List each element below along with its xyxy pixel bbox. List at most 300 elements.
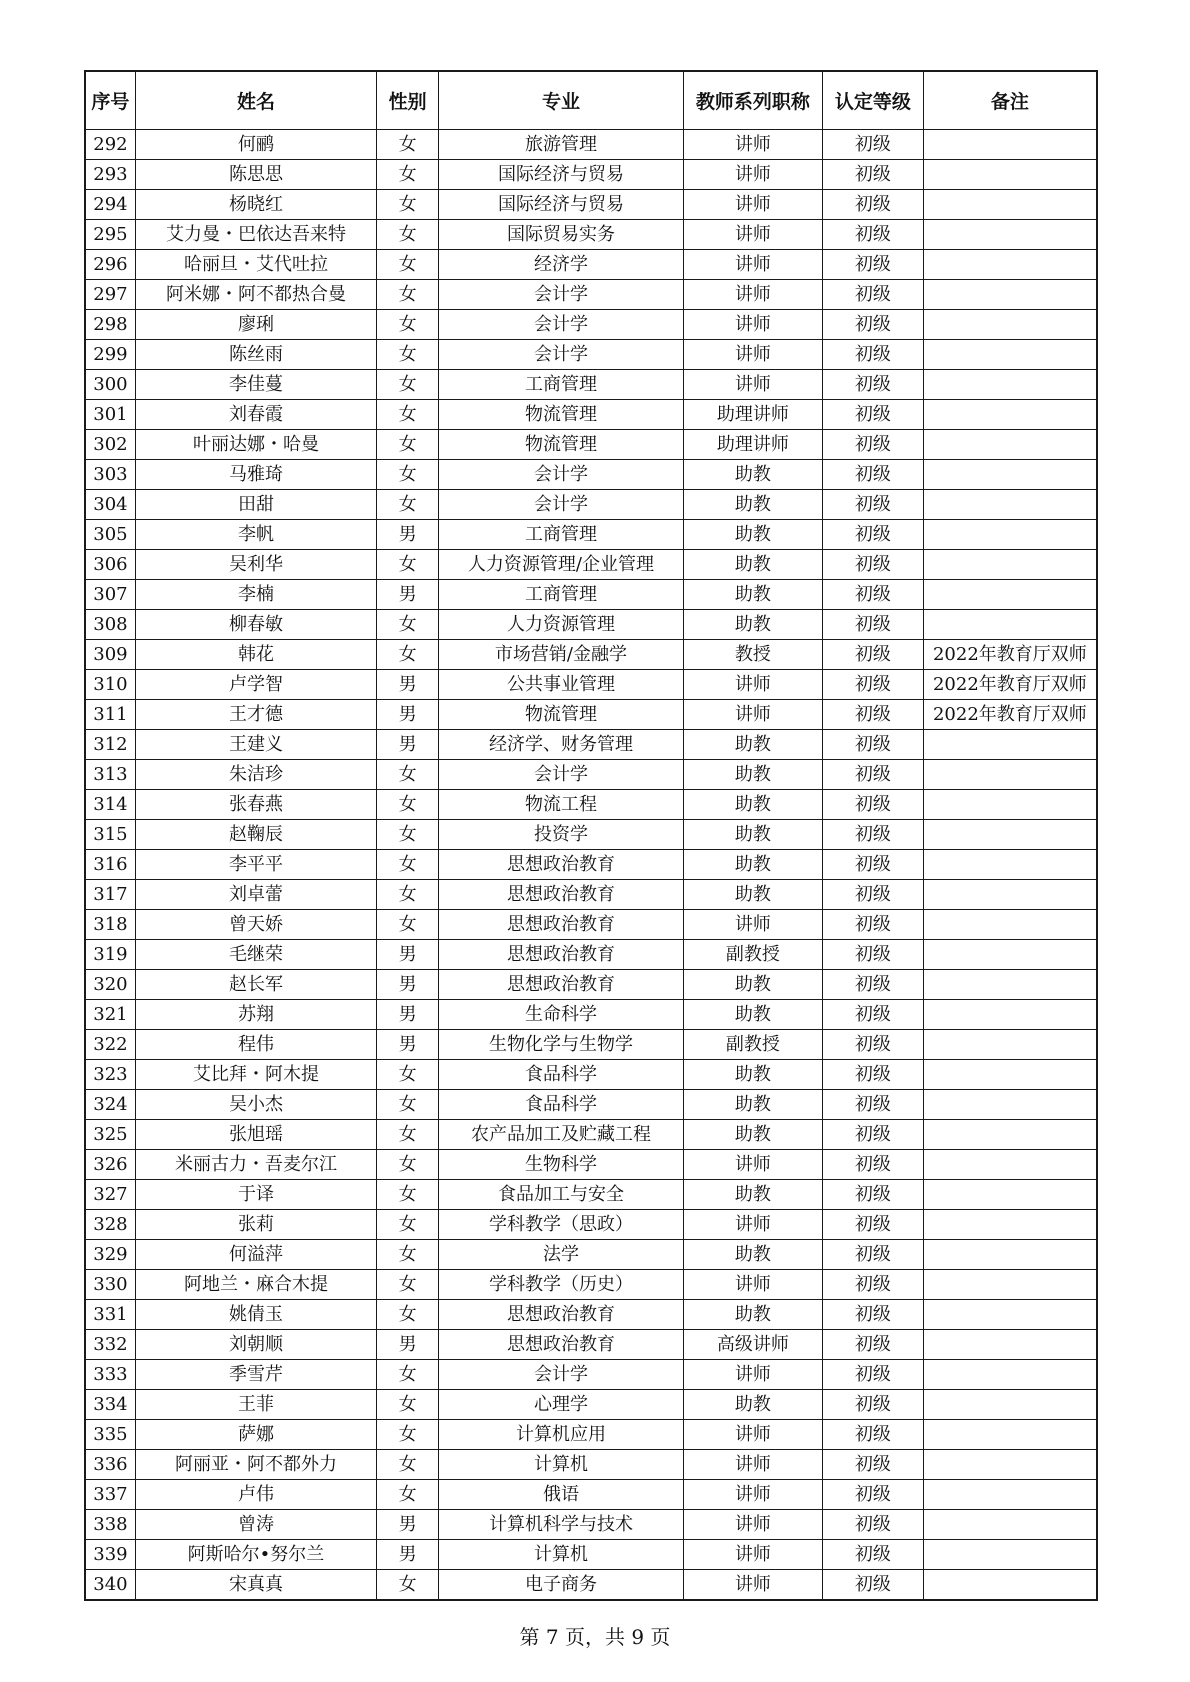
cell-index: 312 — [85, 730, 135, 760]
cell-title: 讲师 — [683, 1480, 822, 1510]
cell-title: 讲师 — [683, 1270, 822, 1300]
cell-index: 297 — [85, 280, 135, 310]
cell-major: 生物化学与生物学 — [439, 1030, 683, 1060]
cell-remark — [923, 1000, 1097, 1030]
cell-remark — [923, 1030, 1097, 1060]
cell-index: 305 — [85, 520, 135, 550]
cell-remark — [923, 940, 1097, 970]
cell-name: 程伟 — [135, 1030, 376, 1060]
cell-major: 农产品加工及贮藏工程 — [439, 1120, 683, 1150]
cell-remark — [923, 760, 1097, 790]
cell-gender: 女 — [377, 1210, 439, 1240]
cell-index: 339 — [85, 1540, 135, 1570]
header-remark: 备注 — [923, 71, 1097, 130]
cell-remark — [923, 1120, 1097, 1150]
cell-gender: 女 — [377, 1570, 439, 1601]
cell-major: 物流管理 — [439, 700, 683, 730]
cell-index: 295 — [85, 220, 135, 250]
cell-major: 计算机科学与技术 — [439, 1510, 683, 1540]
cell-index: 324 — [85, 1090, 135, 1120]
cell-gender: 女 — [377, 340, 439, 370]
cell-index: 325 — [85, 1120, 135, 1150]
cell-major: 生命科学 — [439, 1000, 683, 1030]
table-row — [85, 400, 1097, 430]
cell-major: 食品科学 — [439, 1060, 683, 1090]
cell-gender: 男 — [377, 940, 439, 970]
cell-name: 陈思思 — [135, 160, 376, 190]
cell-remark — [923, 250, 1097, 280]
table-row — [85, 940, 1097, 970]
cell-major: 旅游管理 — [439, 130, 683, 160]
cell-index: 321 — [85, 1000, 135, 1030]
cell-level: 初级 — [823, 1030, 924, 1060]
cell-remark — [923, 880, 1097, 910]
cell-index: 317 — [85, 880, 135, 910]
cell-name: 张春燕 — [135, 790, 376, 820]
cell-major: 会计学 — [439, 490, 683, 520]
cell-title: 助教 — [683, 820, 822, 850]
cell-gender: 男 — [377, 1030, 439, 1060]
cell-name: 李平平 — [135, 850, 376, 880]
cell-index: 328 — [85, 1210, 135, 1240]
cell-index: 309 — [85, 640, 135, 670]
cell-remark — [923, 400, 1097, 430]
cell-remark — [923, 550, 1097, 580]
cell-title: 高级讲师 — [683, 1330, 822, 1360]
cell-name: 吴小杰 — [135, 1090, 376, 1120]
cell-title: 讲师 — [683, 1210, 822, 1240]
cell-gender: 女 — [377, 1270, 439, 1300]
cell-name: 阿地兰・麻合木提 — [135, 1270, 376, 1300]
cell-remark — [923, 1090, 1097, 1120]
cell-remark: 2022年教育厅双师 — [923, 670, 1097, 700]
cell-gender: 女 — [377, 460, 439, 490]
cell-name: 王才德 — [135, 700, 376, 730]
cell-gender: 女 — [377, 1060, 439, 1090]
cell-title: 助教 — [683, 1090, 822, 1120]
table-row — [85, 1150, 1097, 1180]
cell-name: 宋真真 — [135, 1570, 376, 1601]
cell-major: 食品加工与安全 — [439, 1180, 683, 1210]
cell-name: 赵长军 — [135, 970, 376, 1000]
cell-title: 助教 — [683, 550, 822, 580]
cell-level: 初级 — [823, 670, 924, 700]
cell-name: 陈丝雨 — [135, 340, 376, 370]
cell-level: 初级 — [823, 1270, 924, 1300]
cell-title: 助教 — [683, 880, 822, 910]
page-number: 第 7 页，共 9 页 — [519, 1625, 671, 1649]
cell-name: 李楠 — [135, 580, 376, 610]
cell-gender: 女 — [377, 160, 439, 190]
cell-major: 计算机 — [439, 1540, 683, 1570]
cell-name: 何溢萍 — [135, 1240, 376, 1270]
cell-gender: 女 — [377, 1360, 439, 1390]
cell-level: 初级 — [823, 1570, 924, 1601]
cell-gender: 女 — [377, 850, 439, 880]
cell-remark — [923, 1180, 1097, 1210]
header-title: 教师系列职称 — [683, 71, 822, 130]
cell-index: 340 — [85, 1570, 135, 1601]
cell-index: 298 — [85, 310, 135, 340]
cell-title: 助教 — [683, 520, 822, 550]
cell-index: 300 — [85, 370, 135, 400]
cell-index: 299 — [85, 340, 135, 370]
cell-title: 讲师 — [683, 1510, 822, 1540]
cell-remark: 2022年教育厅双师 — [923, 700, 1097, 730]
cell-name: 叶丽达娜・哈曼 — [135, 430, 376, 460]
cell-gender: 女 — [377, 250, 439, 280]
cell-index: 318 — [85, 910, 135, 940]
cell-remark: 2022年教育厅双师 — [923, 640, 1097, 670]
cell-title: 讲师 — [683, 370, 822, 400]
table-row — [85, 970, 1097, 1000]
cell-level: 初级 — [823, 790, 924, 820]
cell-level: 初级 — [823, 370, 924, 400]
cell-gender: 女 — [377, 130, 439, 160]
table-row — [85, 730, 1097, 760]
cell-gender: 女 — [377, 370, 439, 400]
cell-level: 初级 — [823, 520, 924, 550]
cell-gender: 女 — [377, 1150, 439, 1180]
cell-level: 初级 — [823, 1120, 924, 1150]
cell-index: 304 — [85, 490, 135, 520]
cell-level: 初级 — [823, 1180, 924, 1210]
cell-remark — [923, 490, 1097, 520]
cell-title: 讲师 — [683, 700, 822, 730]
header-level: 认定等级 — [823, 71, 924, 130]
cell-gender: 女 — [377, 550, 439, 580]
cell-major: 工商管理 — [439, 580, 683, 610]
table-row — [85, 520, 1097, 550]
cell-major: 思想政治教育 — [439, 910, 683, 940]
table-row — [85, 880, 1097, 910]
header-gender: 性别 — [377, 71, 439, 130]
cell-level: 初级 — [823, 880, 924, 910]
cell-level: 初级 — [823, 1480, 924, 1510]
cell-major: 公共事业管理 — [439, 670, 683, 700]
table-row — [85, 1570, 1097, 1601]
cell-title: 副教授 — [683, 940, 822, 970]
cell-remark — [923, 970, 1097, 1000]
cell-name: 阿丽亚・阿不都外力 — [135, 1450, 376, 1480]
table-row — [85, 1030, 1097, 1060]
cell-remark — [923, 820, 1097, 850]
cell-major: 经济学 — [439, 250, 683, 280]
cell-major: 经济学、财务管理 — [439, 730, 683, 760]
cell-remark — [923, 1300, 1097, 1330]
cell-name: 何鹂 — [135, 130, 376, 160]
cell-name: 于译 — [135, 1180, 376, 1210]
cell-gender: 女 — [377, 1120, 439, 1150]
cell-title: 讲师 — [683, 340, 822, 370]
cell-title: 助教 — [683, 1240, 822, 1270]
table-row — [85, 310, 1097, 340]
cell-title: 讲师 — [683, 1570, 822, 1601]
cell-level: 初级 — [823, 1330, 924, 1360]
cell-remark — [923, 790, 1097, 820]
cell-gender: 女 — [377, 1480, 439, 1510]
cell-name: 张旭瑶 — [135, 1120, 376, 1150]
cell-index: 315 — [85, 820, 135, 850]
cell-major: 电子商务 — [439, 1570, 683, 1601]
cell-level: 初级 — [823, 400, 924, 430]
cell-index: 294 — [85, 190, 135, 220]
table-row — [85, 370, 1097, 400]
table-row — [85, 490, 1097, 520]
cell-remark — [923, 160, 1097, 190]
cell-name: 艾比拜・阿木提 — [135, 1060, 376, 1090]
cell-title: 讲师 — [683, 1450, 822, 1480]
cell-name: 姚倩玉 — [135, 1300, 376, 1330]
cell-level: 初级 — [823, 460, 924, 490]
cell-level: 初级 — [823, 250, 924, 280]
cell-index: 332 — [85, 1330, 135, 1360]
cell-gender: 女 — [377, 1240, 439, 1270]
cell-title: 助理讲师 — [683, 400, 822, 430]
cell-remark — [923, 1060, 1097, 1090]
cell-level: 初级 — [823, 490, 924, 520]
table-row — [85, 790, 1097, 820]
cell-gender: 男 — [377, 730, 439, 760]
cell-level: 初级 — [823, 1390, 924, 1420]
cell-title: 助教 — [683, 790, 822, 820]
cell-title: 助教 — [683, 970, 822, 1000]
cell-level: 初级 — [823, 190, 924, 220]
cell-index: 316 — [85, 850, 135, 880]
cell-remark — [923, 280, 1097, 310]
table-row — [85, 250, 1097, 280]
table-body — [85, 130, 1097, 1601]
cell-index: 308 — [85, 610, 135, 640]
cell-name: 刘朝顺 — [135, 1330, 376, 1360]
cell-remark — [923, 220, 1097, 250]
cell-gender: 女 — [377, 1300, 439, 1330]
cell-index: 322 — [85, 1030, 135, 1060]
cell-level: 初级 — [823, 940, 924, 970]
cell-index: 306 — [85, 550, 135, 580]
cell-title: 助教 — [683, 610, 822, 640]
cell-remark — [923, 430, 1097, 460]
table-row — [85, 700, 1097, 730]
table-row — [85, 280, 1097, 310]
cell-gender: 女 — [377, 1180, 439, 1210]
cell-gender: 女 — [377, 820, 439, 850]
cell-title: 助教 — [683, 580, 822, 610]
cell-remark — [923, 1540, 1097, 1570]
cell-gender: 女 — [377, 220, 439, 250]
cell-gender: 男 — [377, 1510, 439, 1540]
cell-title: 助教 — [683, 1390, 822, 1420]
cell-level: 初级 — [823, 550, 924, 580]
cell-level: 初级 — [823, 160, 924, 190]
cell-title: 讲师 — [683, 130, 822, 160]
table-row — [85, 130, 1097, 160]
cell-major: 会计学 — [439, 340, 683, 370]
cell-gender: 女 — [377, 910, 439, 940]
table-row — [85, 580, 1097, 610]
cell-name: 萨娜 — [135, 1420, 376, 1450]
cell-major: 思想政治教育 — [439, 880, 683, 910]
cell-remark — [923, 1510, 1097, 1540]
cell-remark — [923, 1150, 1097, 1180]
cell-remark — [923, 370, 1097, 400]
cell-index: 292 — [85, 130, 135, 160]
cell-level: 初级 — [823, 610, 924, 640]
cell-major: 市场营销/金融学 — [439, 640, 683, 670]
cell-remark — [923, 610, 1097, 640]
cell-remark — [923, 1270, 1097, 1300]
cell-gender: 男 — [377, 580, 439, 610]
cell-gender: 女 — [377, 490, 439, 520]
table-row — [85, 820, 1097, 850]
table-row — [85, 1360, 1097, 1390]
cell-remark — [923, 850, 1097, 880]
cell-name: 朱洁珍 — [135, 760, 376, 790]
cell-remark — [923, 310, 1097, 340]
table-row — [85, 1390, 1097, 1420]
cell-level: 初级 — [823, 820, 924, 850]
cell-index: 314 — [85, 790, 135, 820]
cell-name: 阿斯哈尔•努尔兰 — [135, 1540, 376, 1570]
table-row — [85, 760, 1097, 790]
cell-major: 人力资源管理 — [439, 610, 683, 640]
cell-title: 讲师 — [683, 310, 822, 340]
cell-remark — [923, 1210, 1097, 1240]
cell-name: 毛继荣 — [135, 940, 376, 970]
table-row — [85, 670, 1097, 700]
table-row — [85, 160, 1097, 190]
cell-title: 讲师 — [683, 1540, 822, 1570]
table-row — [85, 460, 1097, 490]
cell-gender: 女 — [377, 1090, 439, 1120]
cell-title: 助教 — [683, 490, 822, 520]
cell-index: 310 — [85, 670, 135, 700]
cell-index: 336 — [85, 1450, 135, 1480]
cell-major: 思想政治教育 — [439, 850, 683, 880]
cell-major: 物流管理 — [439, 430, 683, 460]
cell-remark — [923, 1390, 1097, 1420]
cell-remark — [923, 520, 1097, 550]
header-index: 序号 — [85, 71, 135, 130]
cell-level: 初级 — [823, 1300, 924, 1330]
cell-major: 人力资源管理/企业管理 — [439, 550, 683, 580]
cell-index: 307 — [85, 580, 135, 610]
cell-level: 初级 — [823, 700, 924, 730]
cell-remark — [923, 580, 1097, 610]
cell-major: 国际经济与贸易 — [439, 160, 683, 190]
table-row — [85, 1300, 1097, 1330]
cell-index: 301 — [85, 400, 135, 430]
cell-major: 物流管理 — [439, 400, 683, 430]
table-row — [85, 550, 1097, 580]
cell-level: 初级 — [823, 760, 924, 790]
cell-major: 会计学 — [439, 280, 683, 310]
cell-level: 初级 — [823, 1360, 924, 1390]
table-row — [85, 1480, 1097, 1510]
cell-remark — [923, 910, 1097, 940]
cell-name: 卢伟 — [135, 1480, 376, 1510]
cell-major: 投资学 — [439, 820, 683, 850]
cell-major: 思想政治教育 — [439, 1300, 683, 1330]
cell-name: 阿米娜・阿不都热合曼 — [135, 280, 376, 310]
cell-name: 田甜 — [135, 490, 376, 520]
cell-level: 初级 — [823, 430, 924, 460]
cell-level: 初级 — [823, 220, 924, 250]
cell-remark — [923, 1450, 1097, 1480]
table-row — [85, 190, 1097, 220]
cell-index: 303 — [85, 460, 135, 490]
table-row — [85, 1120, 1097, 1150]
cell-remark — [923, 730, 1097, 760]
cell-gender: 女 — [377, 1450, 439, 1480]
cell-name: 哈丽旦・艾代吐拉 — [135, 250, 376, 280]
cell-index: 320 — [85, 970, 135, 1000]
table-row — [85, 1090, 1097, 1120]
cell-level: 初级 — [823, 730, 924, 760]
cell-name: 廖琍 — [135, 310, 376, 340]
cell-major: 会计学 — [439, 760, 683, 790]
table-row — [85, 1420, 1097, 1450]
cell-title: 讲师 — [683, 1420, 822, 1450]
cell-major: 思想政治教育 — [439, 1330, 683, 1360]
cell-name: 马雅琦 — [135, 460, 376, 490]
table-row — [85, 430, 1097, 460]
cell-name: 卢学智 — [135, 670, 376, 700]
cell-level: 初级 — [823, 1000, 924, 1030]
cell-major: 会计学 — [439, 460, 683, 490]
cell-major: 法学 — [439, 1240, 683, 1270]
cell-title: 讲师 — [683, 280, 822, 310]
cell-name: 柳春敏 — [135, 610, 376, 640]
cell-level: 初级 — [823, 850, 924, 880]
cell-name: 曾涛 — [135, 1510, 376, 1540]
cell-name: 刘卓蕾 — [135, 880, 376, 910]
cell-title: 助教 — [683, 760, 822, 790]
cell-level: 初级 — [823, 640, 924, 670]
cell-name: 艾力曼・巴依达吾来特 — [135, 220, 376, 250]
cell-level: 初级 — [823, 1420, 924, 1450]
cell-title: 讲师 — [683, 220, 822, 250]
cell-index: 330 — [85, 1270, 135, 1300]
cell-name: 季雪芹 — [135, 1360, 376, 1390]
cell-index: 335 — [85, 1420, 135, 1450]
cell-major: 工商管理 — [439, 520, 683, 550]
cell-index: 337 — [85, 1480, 135, 1510]
cell-major: 思想政治教育 — [439, 970, 683, 1000]
cell-index: 323 — [85, 1060, 135, 1090]
cell-gender: 女 — [377, 880, 439, 910]
table-row — [85, 1060, 1097, 1090]
cell-major: 心理学 — [439, 1390, 683, 1420]
table-row — [85, 1540, 1097, 1570]
cell-remark — [923, 1330, 1097, 1360]
cell-title: 讲师 — [683, 1360, 822, 1390]
cell-major: 会计学 — [439, 310, 683, 340]
cell-major: 国际经济与贸易 — [439, 190, 683, 220]
cell-remark — [923, 1420, 1097, 1450]
cell-name: 曾天娇 — [135, 910, 376, 940]
cell-title: 助教 — [683, 1180, 822, 1210]
cell-major: 工商管理 — [439, 370, 683, 400]
cell-remark — [923, 1240, 1097, 1270]
cell-remark — [923, 1360, 1097, 1390]
table-row — [85, 640, 1097, 670]
table-row — [85, 1510, 1097, 1540]
cell-level: 初级 — [823, 1210, 924, 1240]
cell-remark — [923, 1570, 1097, 1601]
cell-gender: 男 — [377, 1540, 439, 1570]
cell-level: 初级 — [823, 310, 924, 340]
